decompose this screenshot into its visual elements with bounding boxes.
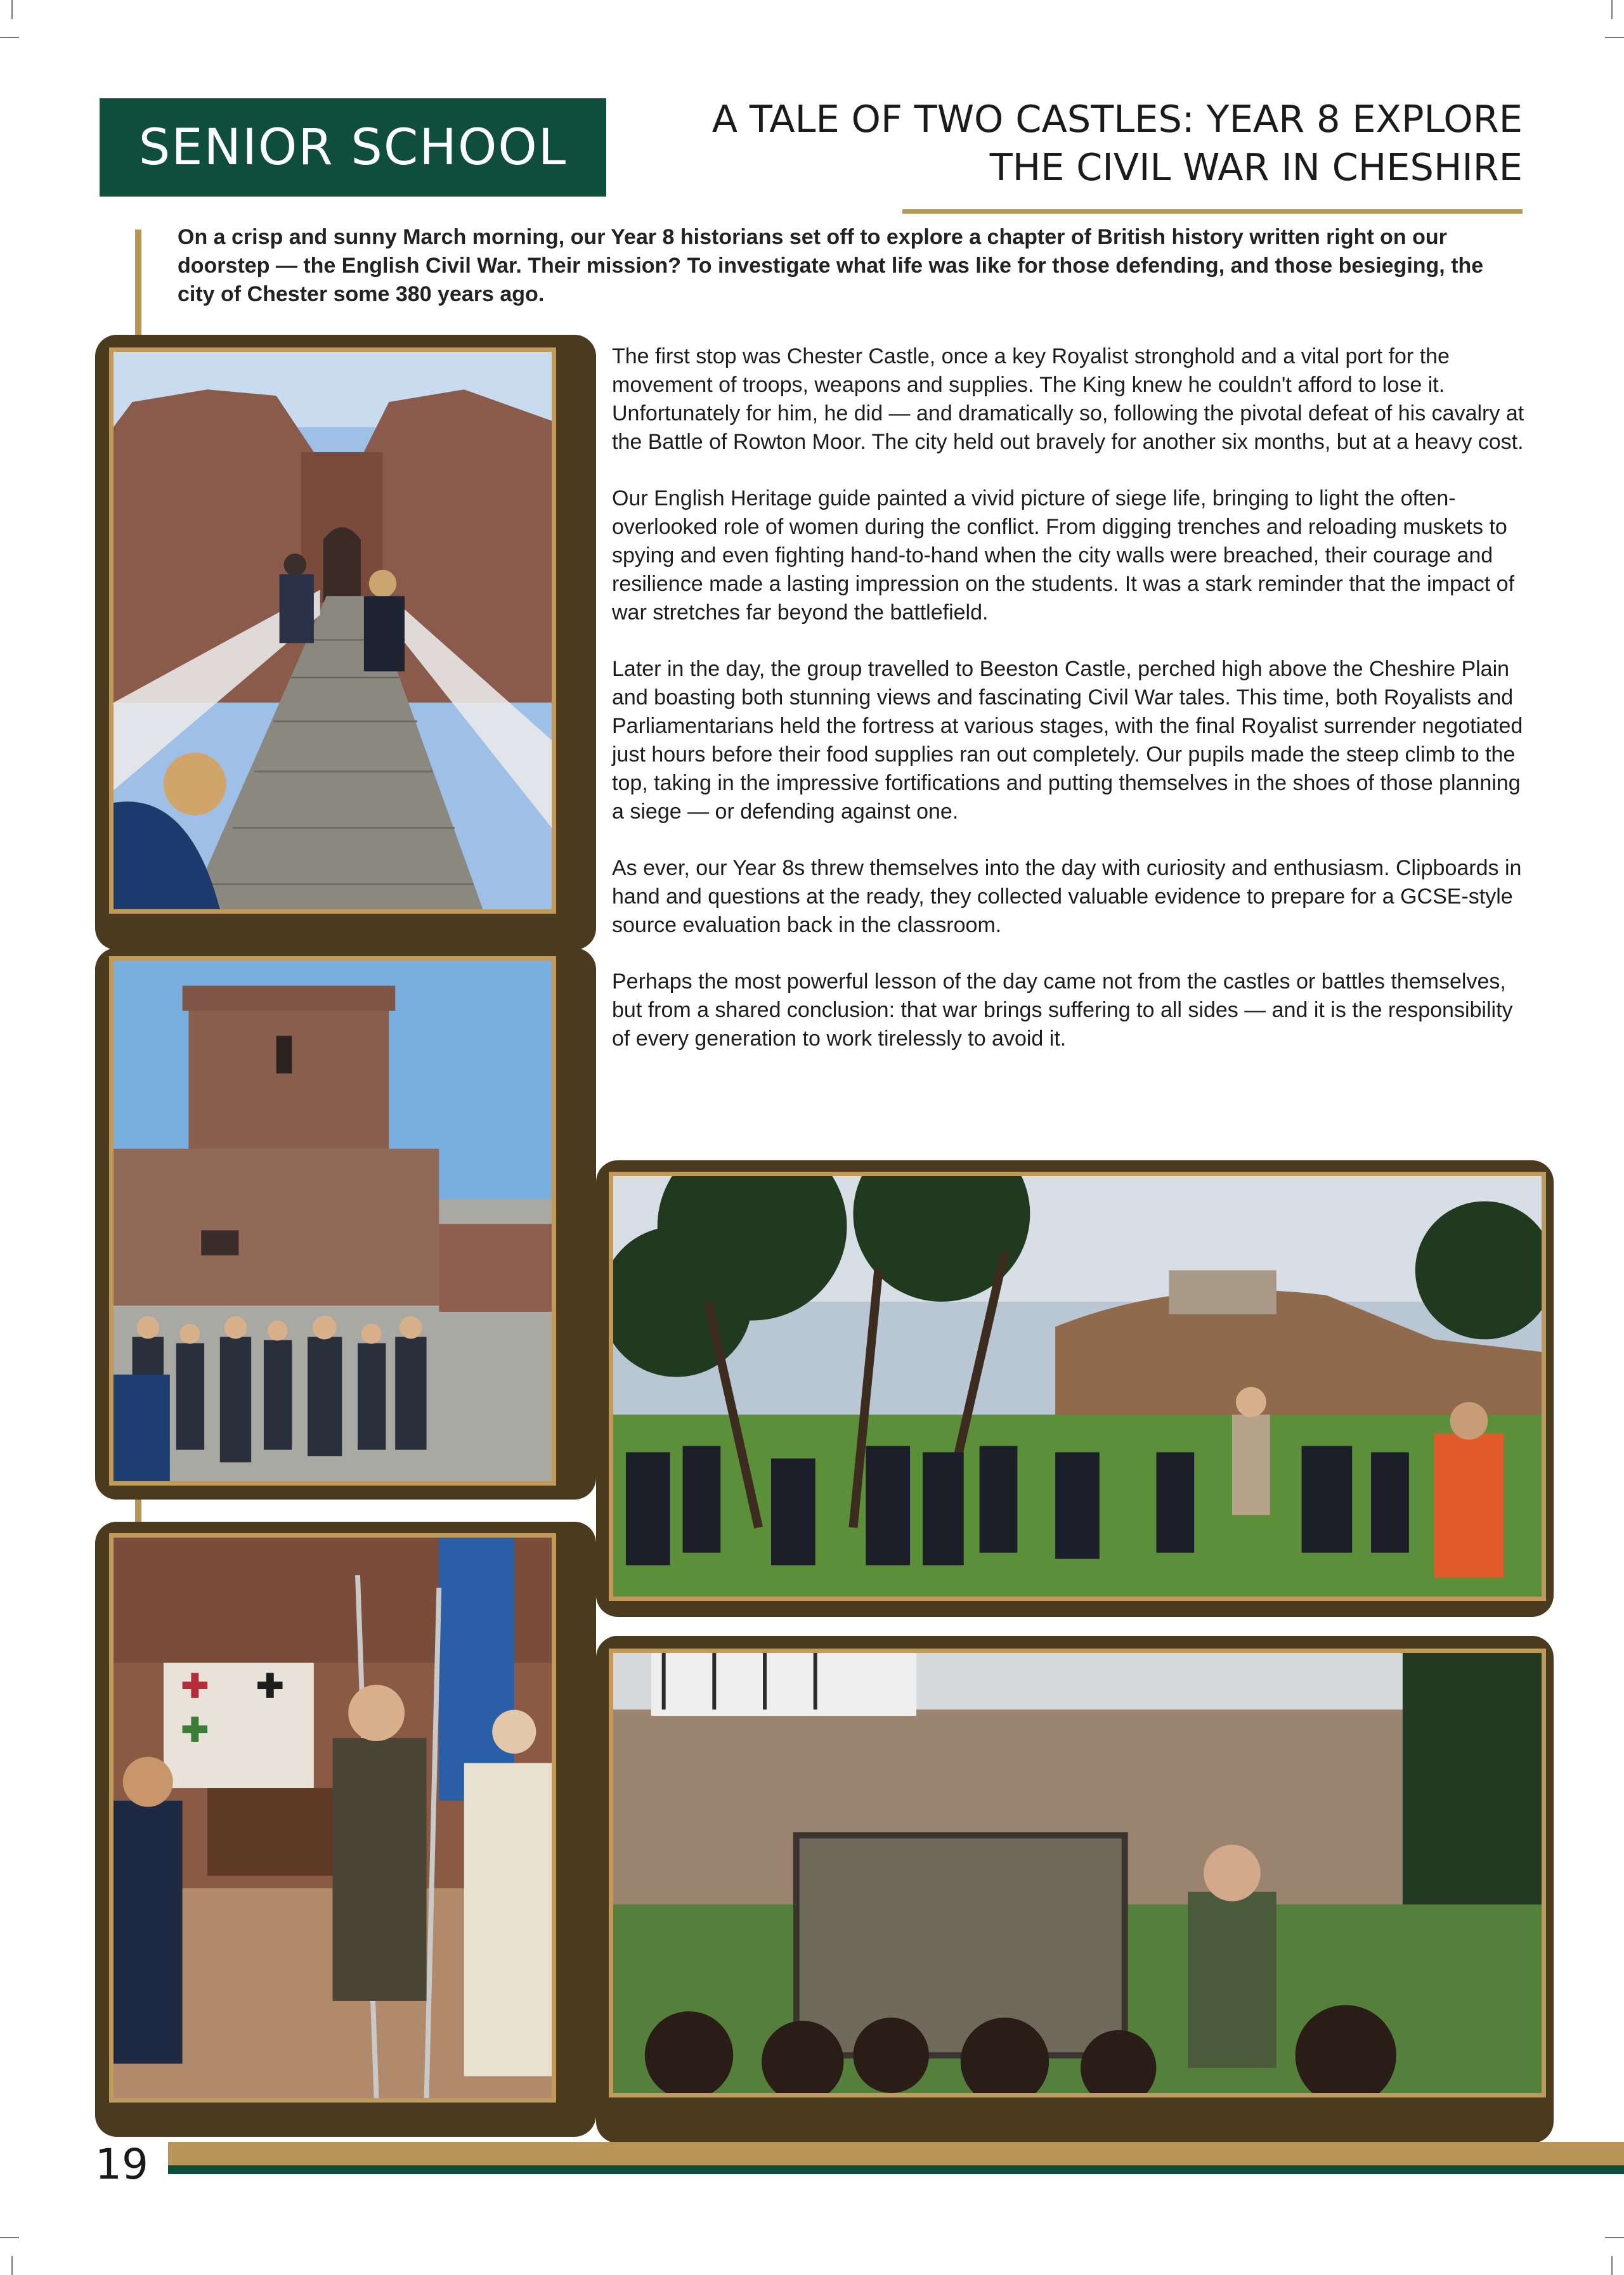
crop-mark (1605, 37, 1624, 38)
photo-castle-stairs (109, 347, 556, 914)
article-body (612, 342, 1528, 1081)
body-paragraph: Perhaps the most powerful lesson of the day came not from the castles or battles themselves, but from a shared conclusion: that war brings suffering to all sides — and it is the responsibility of every generation to work tirelessly to avoid it. (612, 969, 1513, 1051)
crop-mark (0, 2237, 19, 2238)
crop-mark (1605, 2237, 1624, 2238)
crop-mark (11, 2256, 13, 2275)
body-paragraph: The first stop was Chester Castle, once a key Royalist stronghold and a vital port for the movement of troops, weapons and supplies. The King knew he couldn't afford to lose it. Unfortunately for him, he did — and dramatically so, following the pivotal defeat of his cavalry at the Battle of Rowton Moor. The city held out bravely for another six months, but at a heavy cost. (612, 344, 1524, 454)
section-label: SENIOR SCHOOL (138, 119, 568, 176)
page-number: 19 (95, 2140, 148, 2189)
footer-gold-bar (168, 2142, 1624, 2165)
section-banner (100, 98, 606, 197)
crop-mark (1611, 2256, 1613, 2275)
page-title (622, 95, 1523, 191)
body-paragraph: Our English Heritage guide painted a vivid picture of siege life, bringing to light the often-overlooked role of women during the conflict. From digging trenches and reloading muskets to spying and even fighting hand-to-hand when the city walls were breached, their courage and resilience made a lasting impression on the students. It was a stark reminder that the impact of war stretches far beyond the battlefield. (612, 486, 1515, 625)
title-underline (902, 209, 1523, 214)
crop-mark (1611, 0, 1613, 19)
title-line-1: A TALE OF TWO CASTLES: YEAR 8 EXPLORE (711, 97, 1523, 141)
body-paragraph: Later in the day, the group travelled to Beeston Castle, perched high above the Cheshire Plain and boasting both stunning views and fascinating Civil War tales. This time, both Royalists and Parliamentarians held the fortress at various stages, with the final Royalist surrender negotiated just hours before their food supplies ran out completely. Our pupils made the steep climb to the top, taking in the impressive fortifications and putting themselves in the shoes of those planning a siege — or defending against one. (612, 657, 1523, 824)
crop-mark (11, 0, 13, 19)
photo-beeston-grounds (609, 1172, 1546, 1601)
footer-green-bar (168, 2165, 1624, 2174)
crop-mark (0, 37, 19, 38)
body-paragraph: As ever, our Year 8s threw themselves into the day with curiosity and enthusiasm. Clipboards in hand and questions at the ready, they collected valuable evidence to prepare for a GCSE-style source evaluation back in the classroom. (612, 856, 1522, 937)
photo-armoury-room (109, 1533, 556, 2103)
photo-castle-tower (109, 956, 556, 1486)
photo-garden-guide (609, 1649, 1546, 2097)
title-line-2: THE CIVIL WAR IN CHESHIRE (989, 145, 1523, 189)
intro-paragraph: On a crisp and sunny March morning, our Year 8 historians set off to explore a chapter of British history written right on our doorstep — the English Civil War. Their mission? To investigate what life was like for those defending, and those besieging, the city of Chester some 380 years ago. (178, 225, 1484, 306)
